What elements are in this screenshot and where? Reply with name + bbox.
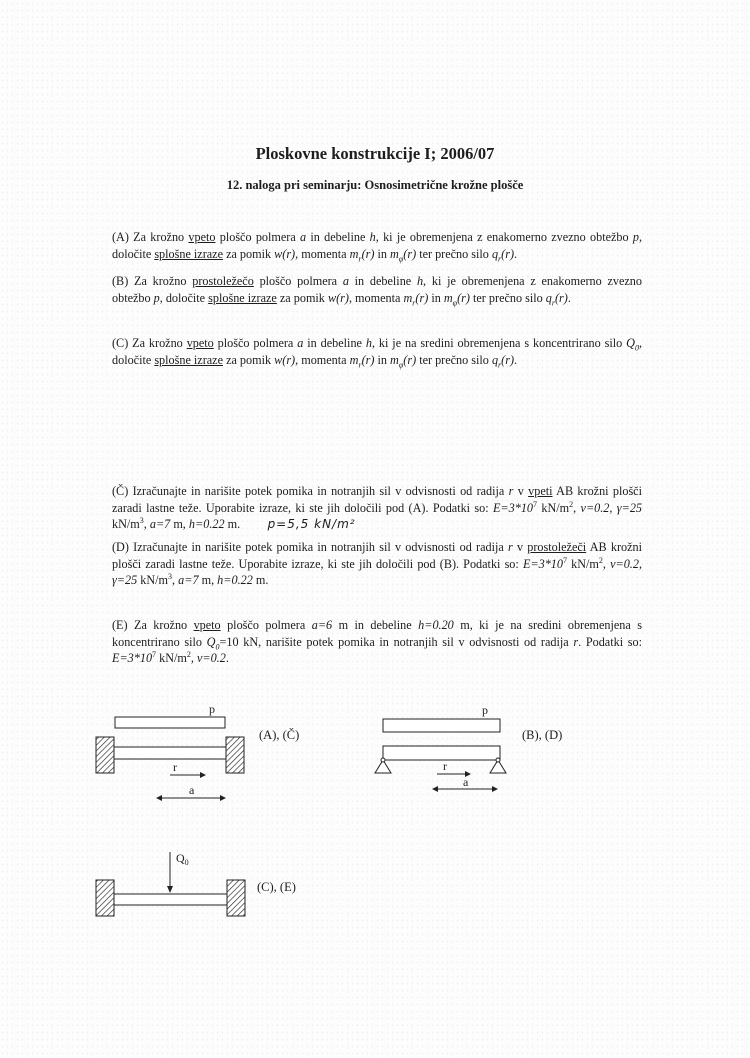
task-a: (A) Za krožno vpeto ploščo polmera a in debeline h, ki je obremenjena z enakomerno zvezno obtežbo p, določite splošne izraze za pomik w(r), momenta $m_r(r)$ in $m_\varphi(r)$ ter prečno silo $q_r(r)$. xyxy=(112,230,642,263)
span-label: a xyxy=(463,775,469,789)
load-label: p xyxy=(482,703,488,717)
task-c: (C) Za krožno vpeto ploščo polmera a in debeline h, ki je na sredini obremenjena s koncentrirano silo $Q_0$, določite splošne izraze za pomik w(r), momenta $m_r(r)$ in $m_\varphi(r)$ ter prečno silo $q_r(r)$. xyxy=(112,336,642,369)
clamp-right xyxy=(226,737,244,773)
force-label: $Q_0$ xyxy=(176,851,189,867)
task-ch: (Č) Izračunajte in narišite potek pomika in notranjih sil v odvisnosti od radija r v vpeti AB krožni plošči zaradi lastne teže. Uporabite izraze, ki ste jih določili pod (A). Podatki so: $E=3*10^7$ $kN/m^2$, ν=0.2, γ=25 $kN/m^3$, a=7 m, h=0.22 m. p=5,5 kN/m² xyxy=(112,484,643,531)
span-label: a xyxy=(189,783,195,797)
plate xyxy=(114,894,227,905)
radius-label: r xyxy=(173,760,177,774)
diagram-simple-uniform xyxy=(370,700,520,810)
radius-label: r xyxy=(443,759,447,773)
plate xyxy=(114,747,226,759)
diagram-clamped-uniform xyxy=(90,700,330,810)
page-title: Ploskovne konstrukcije I; 2006/07 xyxy=(255,144,495,163)
diagram-2-label: (B), (D) xyxy=(522,728,563,742)
task-d: (D) Izračunajte in narišite potek pomika in notranjih sil v odvisnosti od radija r v prostoležeči AB krožni plošči zaradi lastne teže. Uporabite izraze, ki ste jih določili pod (B). Podatki so: $E=3*10^7$ $kN/m^2$, ν=0.2, γ=25 $kN/m^3$, a=7 m, h=0.22 m. xyxy=(112,540,642,587)
diagram-1-label: (A), (Č) xyxy=(259,728,300,742)
clamp-left xyxy=(96,880,114,916)
page-subtitle: 12. naloga pri seminarju: Osnosimetrične krožne plošče xyxy=(226,178,524,192)
clamp-left xyxy=(96,737,114,773)
load-label: p xyxy=(209,702,215,716)
task-b: (B) Za krožno prostoležečo ploščo polmera a in debeline h, ki je obremenjena z enakomerno zvezno obtežbo p, določite splošne izraze za pomik w(r), momenta $m_r(r)$ in $m_\varphi(r)$ ter prečno silo $q_r(r)$. xyxy=(112,274,642,307)
task-e: (E) Za krožno vpeto ploščo polmera a=6 m in debeline h=0.20 m, ki je na sredini obremenjena s koncentrirano silo $Q_0=10$ kN, narišite potek pomika in notranjih sil v odvisnosti od radija r. Podatki so: $E=3*10^7$ $kN/m^2$, ν=0.2. xyxy=(112,618,642,665)
load-block xyxy=(115,717,225,728)
plate xyxy=(383,746,500,760)
load-block xyxy=(383,719,500,732)
diagram-clamped-point xyxy=(90,842,260,932)
clamp-right xyxy=(227,880,245,916)
diagram-3-label: (C), (E) xyxy=(257,880,296,894)
handwritten-note: p=5,5 kN/m² xyxy=(267,517,356,531)
